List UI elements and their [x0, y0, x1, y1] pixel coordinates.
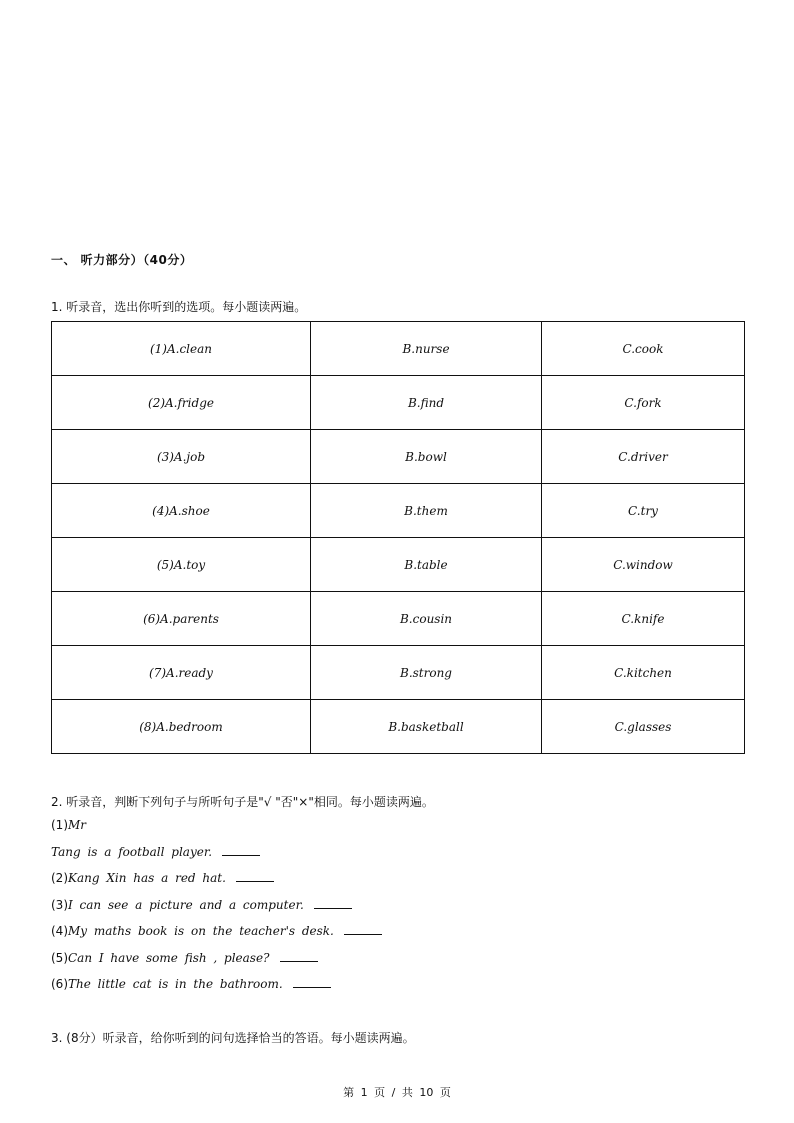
sentence-5	[51, 951, 318, 965]
table-row	[52, 592, 745, 646]
options-table	[51, 321, 745, 754]
option-b: B.find	[311, 376, 542, 430]
answer-blank[interactable]	[236, 871, 274, 882]
sentence-text: Kang Xin has a red hat.	[68, 871, 226, 885]
option-b: B.strong	[311, 646, 542, 700]
option-a: (2)A.fridge	[52, 376, 311, 430]
option-b: B.bowl	[311, 430, 542, 484]
option-b: B.table	[311, 538, 542, 592]
answer-blank[interactable]	[314, 898, 352, 909]
option-b: B.nurse	[311, 322, 542, 376]
sentence-text: I can see a picture and a computer.	[68, 898, 304, 912]
table-row	[52, 700, 745, 754]
sentence-text: Mr	[68, 818, 87, 832]
answer-blank[interactable]	[222, 845, 260, 856]
option-b: B.basketball	[311, 700, 542, 754]
sentence-1-start	[51, 818, 86, 832]
option-c: C.try	[542, 484, 745, 538]
sentence-number: (2)	[51, 871, 68, 885]
option-c: C.fork	[542, 376, 745, 430]
option-a: (6)A.parents	[52, 592, 311, 646]
sentence-number: (3)	[51, 898, 68, 912]
option-c: C.kitchen	[542, 646, 745, 700]
table-row	[52, 322, 745, 376]
option-a: (5)A.toy	[52, 538, 311, 592]
option-b: B.cousin	[311, 592, 542, 646]
sentence-2	[51, 871, 274, 885]
sentence-number: (1)	[51, 818, 68, 832]
sentence-6	[51, 977, 331, 991]
option-c: C.window	[542, 538, 745, 592]
option-a: (1)A.clean	[52, 322, 311, 376]
sentence-text: Can I have some fish , please?	[68, 951, 270, 965]
option-c: C.knife	[542, 592, 745, 646]
option-b: B.them	[311, 484, 542, 538]
sentence-text: My maths book is on the teacher's desk.	[68, 924, 334, 938]
question-1-title: 1. 听录音，选出你听到的选项。每小题读两遍。	[51, 300, 307, 314]
question-2-title: 2. 听录音，判断下列句子与所听句子是"√ "否"×"相同。每小题读两遍。	[51, 795, 434, 809]
sentence-number: (5)	[51, 951, 68, 965]
option-c: C.driver	[542, 430, 745, 484]
sentence-number: (4)	[51, 924, 68, 938]
sentence-3	[51, 898, 352, 912]
sentence-text: The little cat is in the bathroom.	[68, 977, 283, 991]
table-row	[52, 646, 745, 700]
page-footer: 第 1 页 / 共 10 页	[343, 1086, 451, 1099]
sentence-text: Tang is a football player.	[51, 845, 213, 859]
table-row	[52, 376, 745, 430]
option-a: (7)A.ready	[52, 646, 311, 700]
question-3-title: 3. (8分）听录音，给你听到的问句选择恰当的答语。每小题读两遍。	[51, 1031, 415, 1045]
table-row	[52, 484, 745, 538]
option-c: C.glasses	[542, 700, 745, 754]
answer-blank[interactable]	[280, 951, 318, 962]
option-a: (8)A.bedroom	[52, 700, 311, 754]
answer-blank[interactable]	[344, 924, 382, 935]
sentence-1-end	[51, 845, 260, 859]
option-a: (4)A.shoe	[52, 484, 311, 538]
sentence-number: (6)	[51, 977, 68, 991]
table-row	[52, 430, 745, 484]
sentence-4	[51, 924, 382, 938]
table-row	[52, 538, 745, 592]
answer-blank[interactable]	[293, 977, 331, 988]
option-c: C.cook	[542, 322, 745, 376]
section-title: 一、 听力部分）（40分）	[51, 253, 193, 267]
option-a: (3)A.job	[52, 430, 311, 484]
